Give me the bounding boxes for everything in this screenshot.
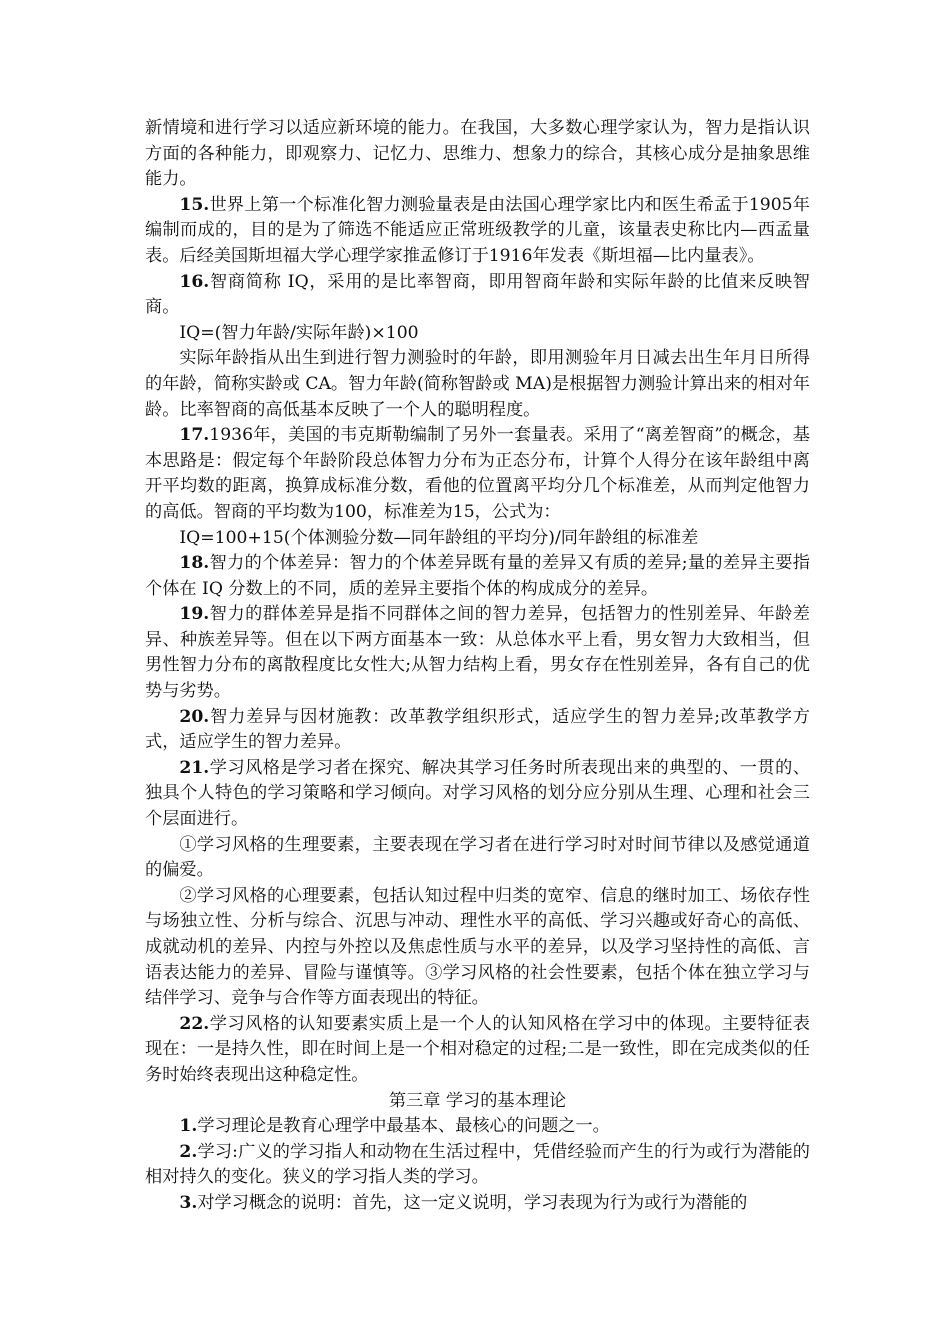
paragraph: ①学习风格的生理要素，主要表现在学习者在进行学习时对时间节律以及感觉通道的偏爱。 [145,834,810,881]
paragraph-17: 17.1936年，美国的韦克斯勒编制了另外一套量表。采用了“离差智商”的概念，基本思路是：假定每个年龄阶段总体智力分布为正态分布，计算个人得分在该年龄组中离开平均数的距离，换算成标准分数，看他的位置离平均分几个标准差，从而判定他智力的高低。智商的平均数为100，标准差为15，公式为： [145,425,810,522]
paragraph: ②学习风格的心理要素，包括认知过程中归类的宽窄、信息的继时加工、场依存性与场独立性、分析与综合、沉思与冲动、理性水平的高低、学习兴趣或好奇心的高低、成就动机的差异、内控与外控以及焦虑性质与水平的差异，以及学习坚持性的高低、言语表达能力的差异、冒险与谨慎等。③学习风格的社会性要素，包括个体在独立学习与结伴学习、竞争与合作等方面表现出的特征。 [145,885,810,1009]
formula-iq-deviation: IQ=100+15(个体测验分数—同年龄组的平均分)/同年龄组的标准差 [179,527,699,548]
formula-iq-ratio: IQ=(智力年龄/实际年龄)×100 [179,322,419,343]
paragraph-number: 21. [179,757,210,778]
paragraph-19: 19.智力的群体差异是指不同群体之间的智力差异，包括智力的性别差异、年龄差异、种族差异等。但在以下两方面基本一致：从总体水平上看，男女智力大致相当，但男性智力分布的离散程度比女性大;从智力结构上看，男女存在性别差异，各有自己的优势与劣势。 [145,604,810,702]
paragraph: 实际年龄指从出生到进行智力测验时的年龄，即用测验年月日减去出生年月日所得的年龄，简称实龄或 CA。智力年龄(简称智龄或 MA)是根据智力测验计算出来的相对年龄。比率智商的高低基本反映了一个人的聪明程度。 [145,348,810,420]
paragraph-21: 21.学习风格是学习者在探究、解决其学习任务时所表现出来的典型的、一贯的、独具个人特色的学习策略和学习倾向。对学习风格的划分应分别从生理、心理和社会三个层面进行。 [145,757,810,830]
paragraph-2: 2.学习:广义的学习指人和动物在生活过程中，凭借经验而产生的行为或行为潜能的相对持久的变化。狭义的学习指人类的学习。 [145,1141,810,1188]
paragraph-number: 3. [179,1192,198,1213]
paragraph-number: 20. [179,706,210,727]
paragraph-3: 3.对学习概念的说明：首先，这一定义说明，学习表现为行为或行为潜能的 [179,1192,748,1213]
chapter-heading: 第三章 学习的基本理论 [388,1090,567,1111]
paragraph-number: 22. [179,1013,210,1034]
paragraph-number: 2. [179,1141,198,1162]
paragraph-15: 15.世界上第一个标准化智力测验量表是由法国心理学家比内和医生希孟于1905年编制而成的，目的是为了筛选不能适应正常班级教学的儿童，该量表史称比内—西孟量表。后经美国斯坦福大学心理学家推孟修订于1916年发表《斯坦福—比内量表》。 [145,194,810,266]
paragraph-1: 1.学习理论是教育心理学中最基本、最核心的问题之一。 [179,1116,610,1137]
paragraph-number: 16. [179,271,210,292]
paragraph-16: 16.智商简称 IQ，采用的是比率智商，即用智商年龄和实际年龄的比值来反映智商。 [145,271,810,318]
paragraph: 新情境和进行学习以适应新环境的能力。在我国，大多数心理学家认为，智力是指认识方面的各种能力，即观察力、记忆力、思维力、想象力的综合，其核心成分是抽象思维能力。 [145,118,810,190]
paragraph-number: 17. [179,425,210,446]
paragraph-22: 22.学习风格的认知要素实质上是一个人的认知风格在学习中的体现。主要特征表现在：一是持久性，即在时间上是一个相对稳定的过程;二是一致性，即在完成类似的任务时始终表现出这种稳定性。 [145,1013,810,1085]
paragraph-number: 15. [179,194,210,215]
paragraph-number: 19. [179,604,210,625]
paragraph-20: 20.智力差异与因材施教：改革教学组织形式，适应学生的智力差异;改革教学方式，适应学生的智力差异。 [145,706,810,753]
document-body [145,116,810,1217]
paragraph-number: 18. [179,553,210,574]
paragraph-18: 18.智力的个体差异：智力的个体差异既有量的差异又有质的差异;量的差异主要指个体在 IQ 分数上的不同，质的差异主要指个体的构成成分的差异。 [145,553,810,599]
paragraph-number: 1. [179,1116,198,1137]
